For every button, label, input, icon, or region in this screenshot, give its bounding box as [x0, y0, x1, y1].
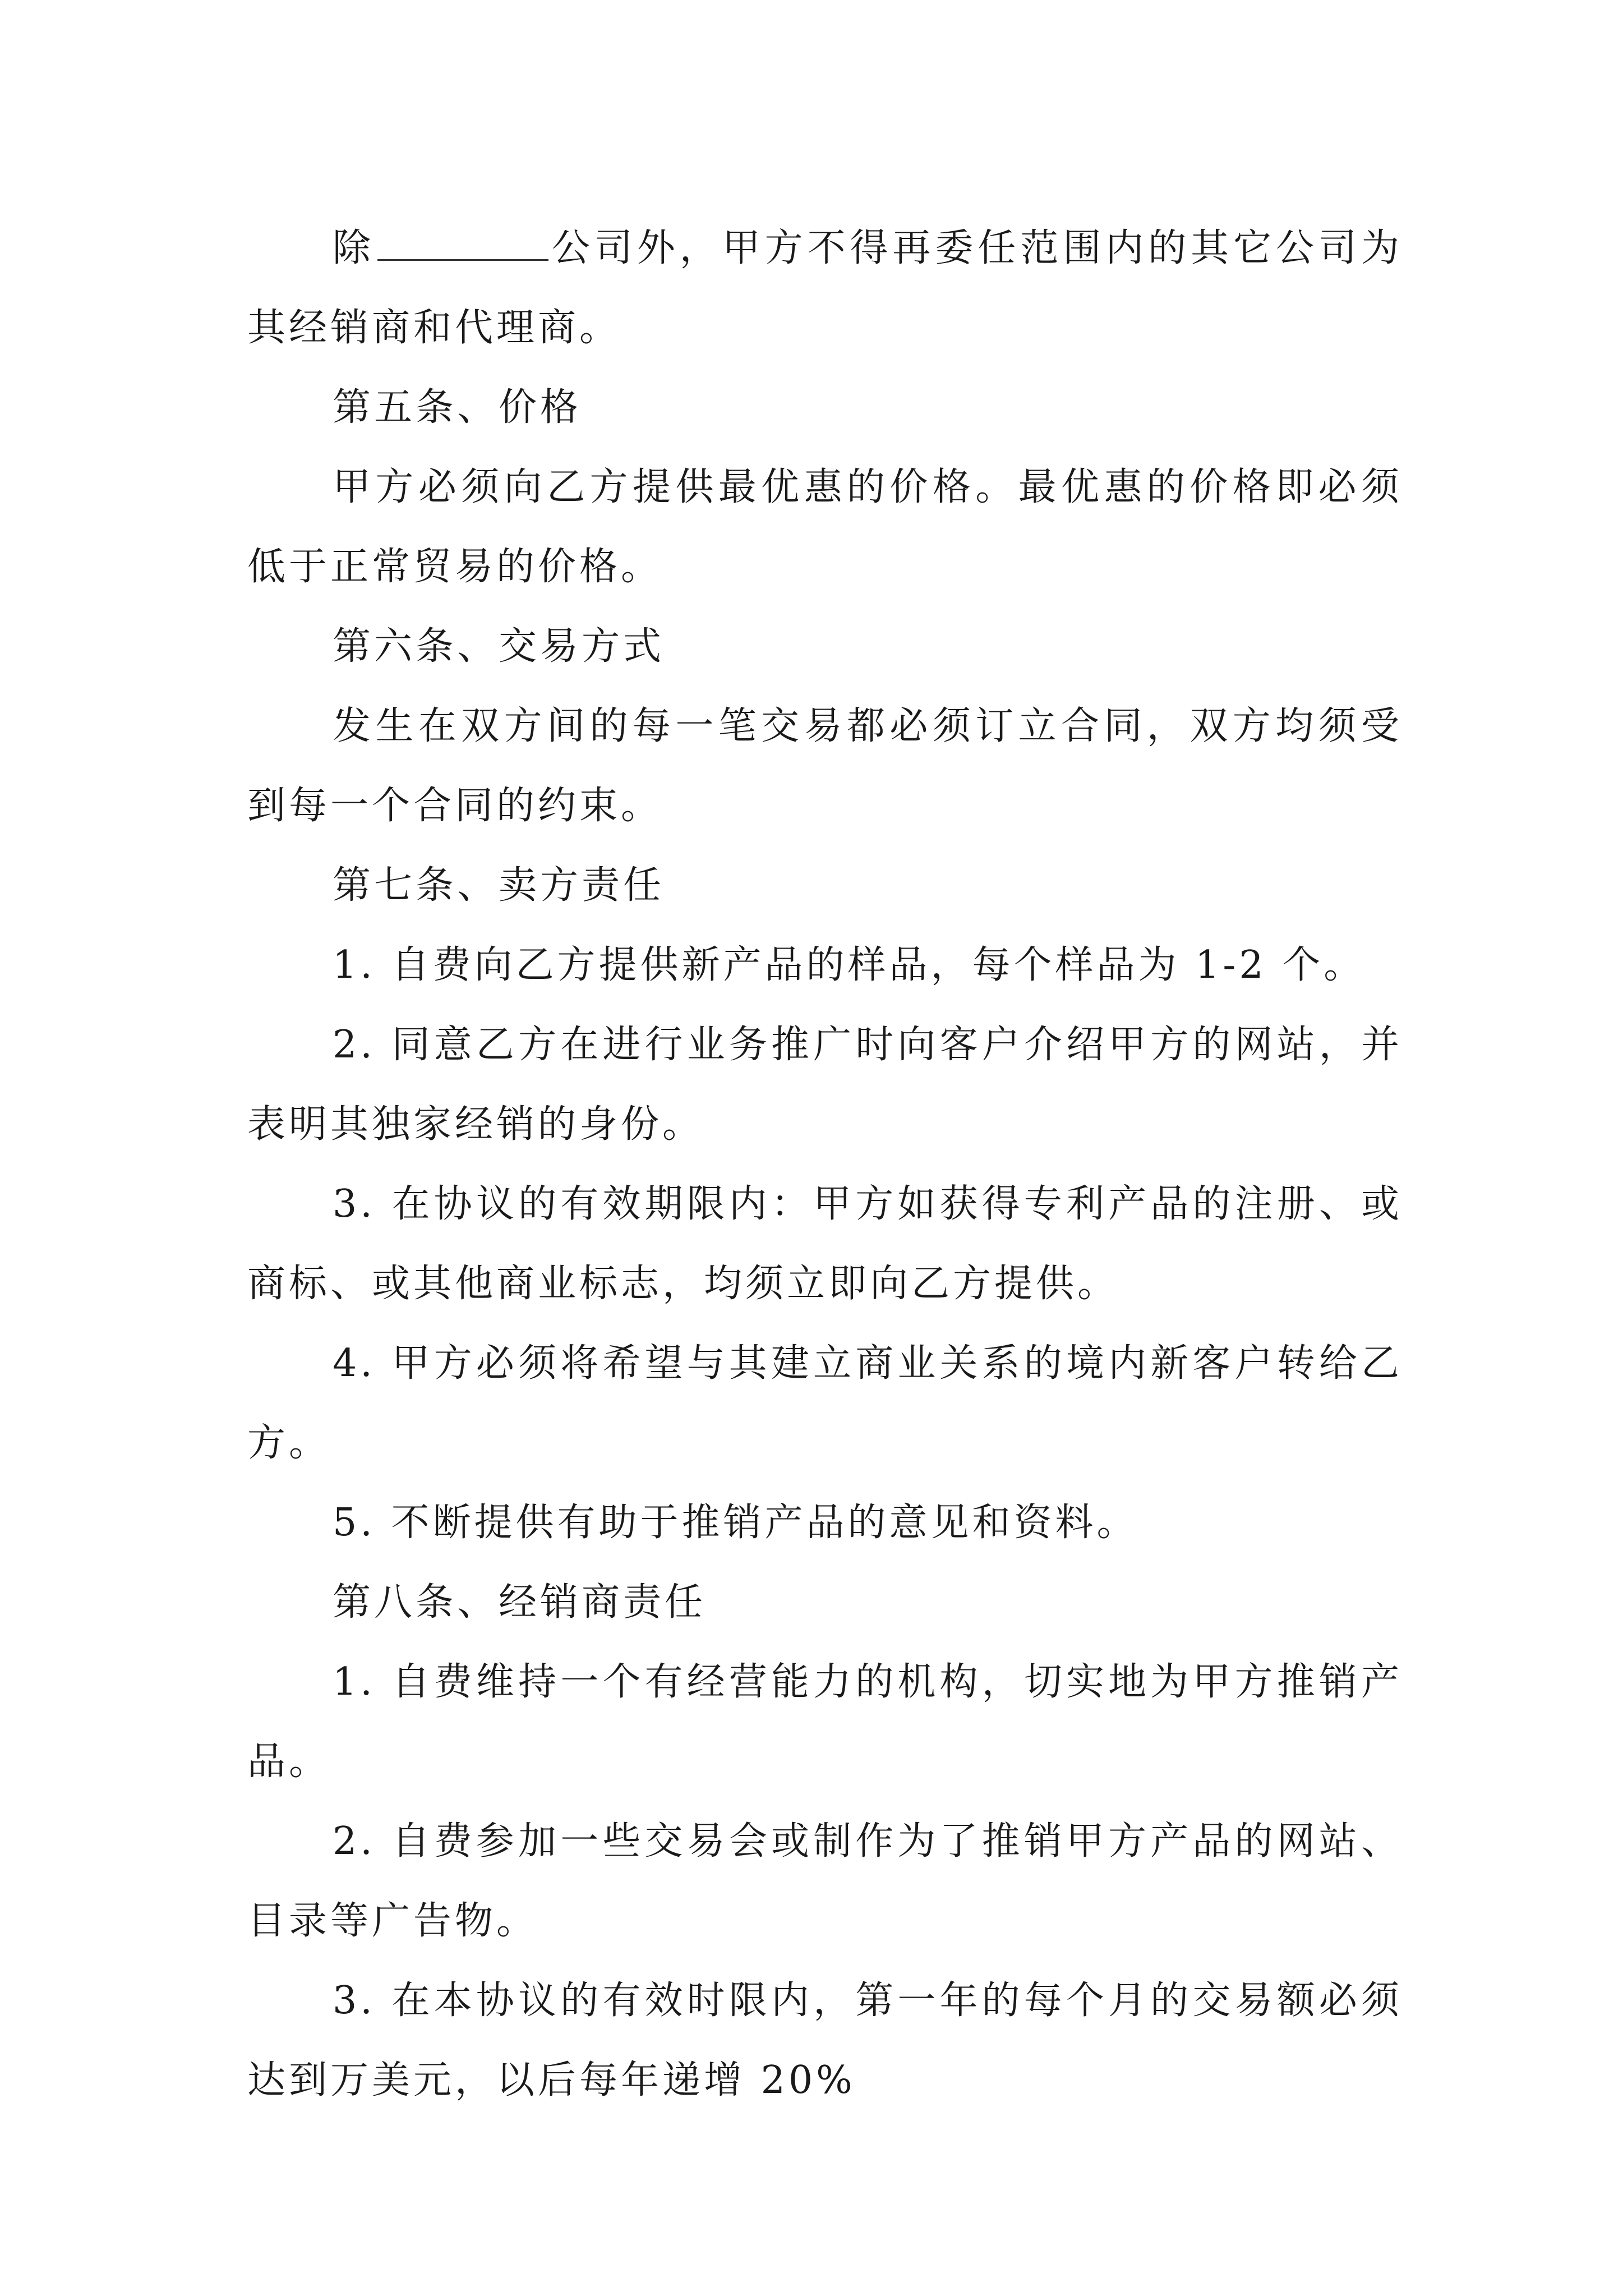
article-8-heading: 第八条、经销商责任	[333, 1580, 707, 1625]
article-7-item-3: 3. 在协议的有效期限内：甲方如获得专利产品的注册、或商标、或其他商业标志，均须立即向乙方提供。	[247, 1182, 1403, 1306]
article-8-item-2: 2. 自费参加一些交易会或制作为了推销甲方产品的网站、目录等广告物。	[247, 1819, 1403, 1943]
paragraph-text: 除	[333, 226, 375, 270]
article-7-item-4: 4. 甲方必须将希望与其建立商业关系的境内新客户转给乙方。	[247, 1341, 1403, 1465]
company-name-blank	[377, 226, 548, 261]
article-7-item-1: 1. 自费向乙方提供新产品的样品，每个样品为 1-2 个。	[333, 943, 1366, 987]
paragraph-text: 公司外，甲方不得再委任范围内的其它公司为其经销商和代理商。	[247, 226, 1403, 350]
paragraph-exclusive-agency	[247, 209, 1403, 368]
article-5-paragraph: 甲方必须向乙方提供最优惠的价格。最优惠的价格即必须低于正常贸易的价格。	[247, 465, 1403, 589]
article-7-item-5: 5. 不断提供有助于推销产品的意见和资料。	[333, 1501, 1138, 1545]
article-6-heading: 第六条、交易方式	[333, 624, 665, 669]
article-6-paragraph: 发生在双方间的每一笔交易都必须订立合同，双方均须受到每一个合同的约束。	[247, 704, 1403, 828]
article-5-heading: 第五条、价格	[333, 385, 582, 430]
article-7-item-2: 2. 同意乙方在进行业务推广时向客户介绍甲方的网站，并表明其独家经销的身份。	[247, 1023, 1403, 1147]
article-7-heading: 第七条、卖方责任	[333, 863, 665, 908]
document-body	[247, 209, 1403, 2120]
article-8-item-1: 1. 自费维持一个有经营能力的机构，切实地为甲方推销产品。	[247, 1660, 1403, 1784]
article-8-item-3: 3. 在本协议的有效时限内，第一年的每个月的交易额必须达到万美元，以后每年递增 20%	[247, 1978, 1403, 2102]
